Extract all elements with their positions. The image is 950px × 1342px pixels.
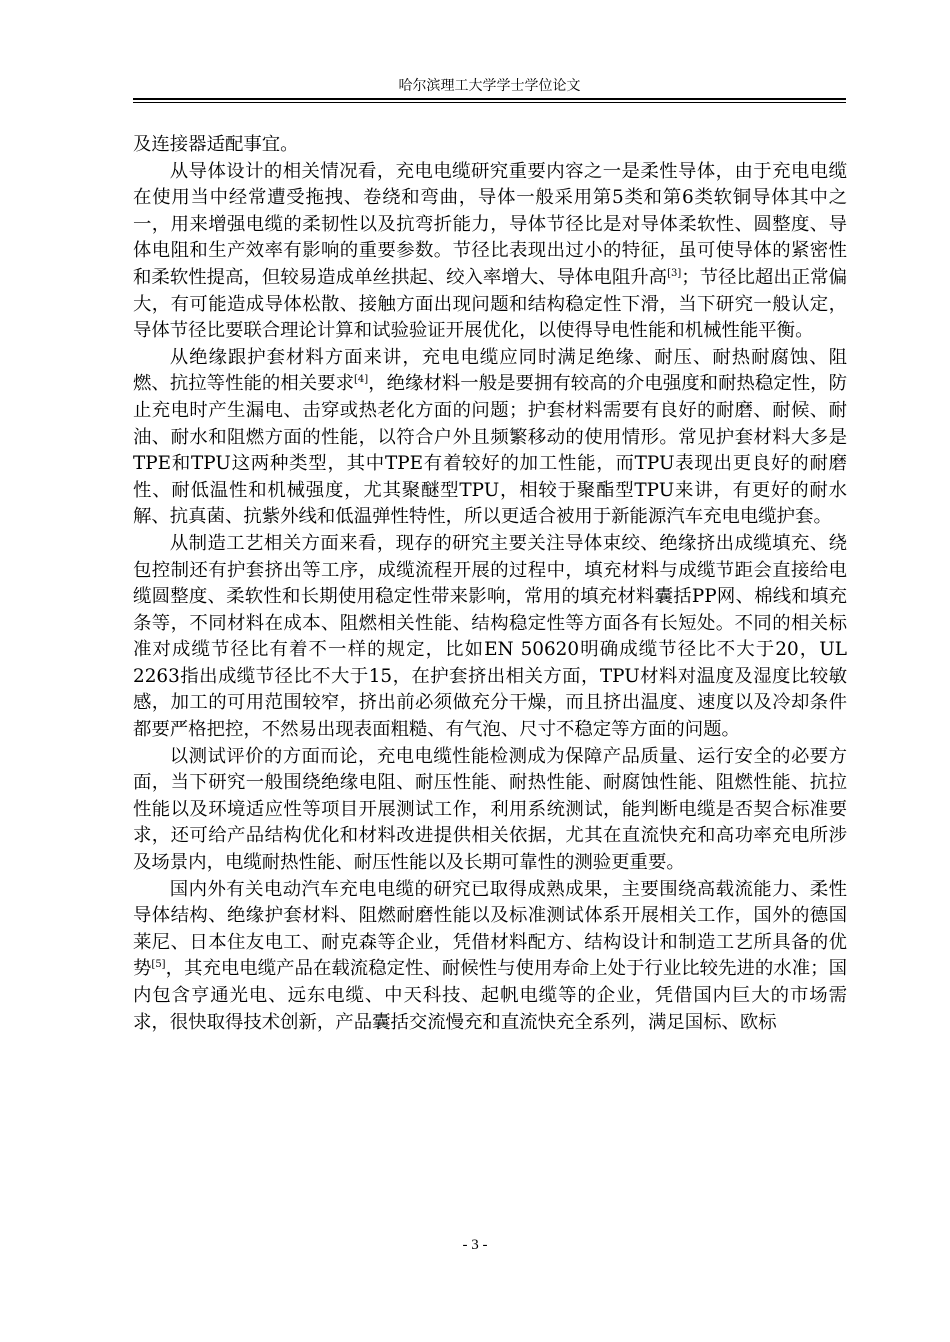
page-number: - 3 -: [462, 1237, 488, 1253]
text-run: 从绝缘跟护套材料方面来讲，充电电缆应同时满足绝缘、耐压、耐热耐腐蚀、阻燃、抗拉等性能的相关要求: [133, 346, 847, 395]
text-run: 从导体设计的相关情况看，充电电缆研究重要内容之一是柔性导体，由于充电电缆在使用当中经常遭受拖拽、卷绕和弯曲，导体一般采用第5类和第6类软铜导体其中之一，用来增强电缆的柔韧性以及抗弯折能力，导体节径比是对导体柔软性、圆整度、导体电阻和生产效率有影响的重要参数。节径比表现出过小的特征，虽可使导体的紧密性和柔软性提高，但较易造成单丝拱起、绞入率增大、导体电阻升高: [133, 160, 847, 288]
citation: [3]: [667, 267, 682, 279]
citation: [4]: [354, 374, 369, 386]
paragraph: [133, 345, 847, 531]
paragraph: [133, 159, 847, 345]
header-rule-thin: [133, 102, 846, 103]
text-run: ，其充电电缆产品在载流稳定性、耐候性与使用寿命上处于行业比较先进的水准；国内包含亨通光电、远东电缆、中天科技、起帆电缆等的企业，凭借国内巨大的市场需求，很快取得技术创新，产品囊括交流慢充和直流快充全系列，满足国标、欧标: [133, 958, 847, 1033]
text-run: ；节径比超出正常偏大，有可能造成导体松散、接触方面出现问题和结构稳定性下滑，当下研究一般认定，导体节径比要联合理论计算和试验验证开展优化，以使得导电性能和机械性能平衡。: [133, 266, 847, 342]
body-text: [133, 132, 847, 1036]
page-header: 哈尔滨理工大学学士学位论文: [398, 78, 581, 94]
header-rule-thick: [133, 98, 846, 100]
paragraph: [133, 877, 847, 1037]
paragraph: 从制造工艺相关方面来看，现存的研究主要关注导体束绞、绝缘挤出成缆填充、绕包控制还有护套挤出等工序，成缆流程开展的过程中，填充材料与成缆节距会直接给电缆圆整度、柔软性和长期使用稳定性带来影响，常用的填充材料囊括PP网、棉线和填充条等，不同材料在成本、阻燃相关性能、结构稳定性等方面各有长短处。不同的相关标准对成缆节径比有着不一样的规定，比如EN 50620明确成缆节径比不大于20，UL 2263指出成缆节径比不大于15，在护套挤出相关方面，TPU材料对温度及湿度比较敏感，加工的可用范围较窄，挤出前必须做充分干燥，而且挤出温度、速度以及冷却条件都要严格把控，不然易出现表面粗糙、有气泡、尺寸不稳定等方面的问题。: [133, 532, 847, 741]
citation: [5]: [151, 959, 166, 971]
text-run: ，绝缘材料一般是要拥有较高的介电强度和耐热稳定性，防止充电时产生漏电、击穿或热老化方面的问题；护套材料需要有良好的耐磨、耐候、耐油、耐水和阻燃方面的性能，以符合户外且频繁移动的使用情形。常见护套材料大多是TPE和TPU这两种类型，其中TPE有着较好的加工性能，而TPU表现出更良好的耐磨性、耐低温性和机械强度，尤其聚醚型TPU，相较于聚酯型TPU来讲，有更好的耐水解、抗真菌、抗紫外线和低温弹性特性，所以更适合被用于新能源汽车充电电缆护套。: [133, 373, 847, 528]
paragraph: 以测试评价的方面而论，充电电缆性能检测成为保障产品质量、运行安全的必要方面，当下研究一般围绕绝缘电阻、耐压性能、耐热性能、耐腐蚀性能、阻燃性能、抗拉性能以及环境适应性等项目开展测试工作，利用系统测试，能判断电缆是否契合标准要求，还可给产品结构优化和材料改进提供相关依据，尤其在直流快充和高功率充电所涉及场景内，电缆耐热性能、耐压性能以及长期可靠性的测验更重要。: [133, 745, 847, 874]
text-run: 国内外有关电动汽车充电电缆的研究已取得成熟成果，主要围绕高载流能力、柔性导体结构、绝缘护套材料、阻燃耐磨性能以及标准测试体系开展相关工作，国外的德国莱尼、日本住友电工、耐克森等企业，凭借材料配方、结构设计和制造工艺所具备的优势: [133, 878, 847, 980]
paragraph: 及连接器适配事宜。: [133, 134, 299, 155]
